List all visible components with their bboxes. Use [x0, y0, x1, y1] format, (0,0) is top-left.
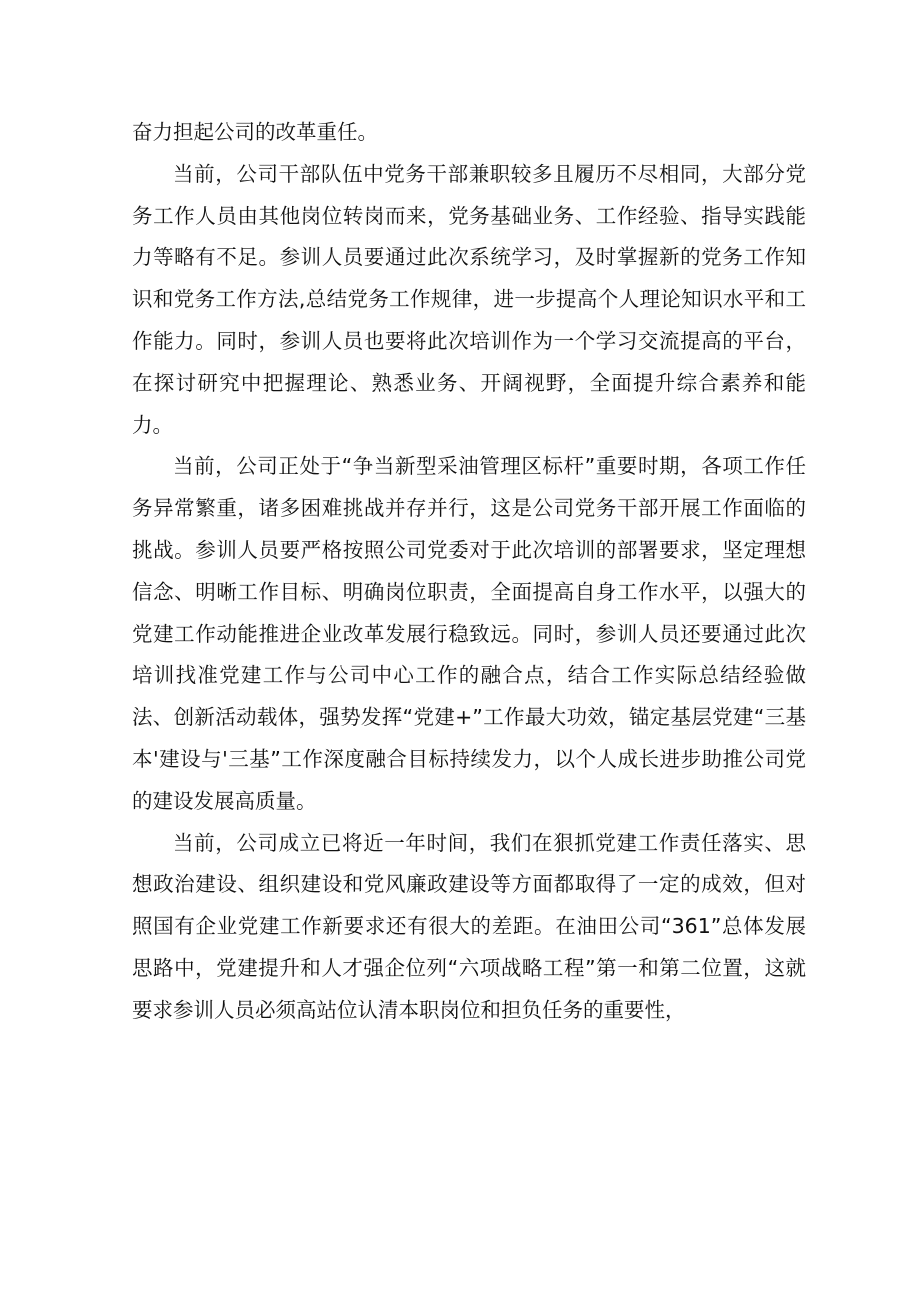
paragraph-company-one-year: 当前，公司成立已将近一年时间，我们在狠抓党建工作责任落实、思想政治建设、组织建设和党风廉政建设等方面都取得了一定的成效，但对照国有企业党建工作新要求还有很大的差距。在油田公司“361”总体发展思路中，党建提升和人才强企位列“六项战略工程”第一和第二位置，这就要求参训人员必须高站位认清本职岗位和担负任务的重要性，: [132, 830, 806, 1022]
paragraph-continuation: 奋力担起公司的改革重任。: [132, 120, 378, 144]
paragraph-cadre-training: 当前，公司干部队伍中党务干部兼职较多且履历不尽相同，大部分党务工作人员由其他岗位转岗而来，党务基础业务、工作经验、指导实践能力等略有不足。参训人员要通过此次系统学习，及时掌握新的党务工作知识和党务工作方法,总结党务工作规律，进一步提高个人理论知识水平和工作能力。同时，参训人员也要将此次培训作为一个学习交流提高的平台，在探讨研究中把握理论、熟悉业务、开阔视野，全面提升综合素养和能力。: [132, 161, 806, 437]
paragraph-benchmark-period: 当前，公司正处于“争当新型采油管理区标杆”重要时期，各项工作任务异常繁重，诸多困难挑战并存并行，这是公司党务干部开展工作面临的挑战。参训人员要严格按照公司党委对于此次培训的部署要求，坚定理想信念、明晰工作目标、明确岗位职责，全面提高自身工作水平，以强大的党建工作动能推进企业改革发展行稳致远。同时，参训人员还要通过此次培训找准党建工作与公司中心工作的融合点，结合工作实际总结经验做法、创新活动载体，强势发挥“党建+”工作最大功效，锚定基层党建“三基本'建设与'三基”工作深度融合目标持续发力，以个人成长进步助推公司党的建设发展高质量。: [132, 454, 806, 813]
document-body: [132, 112, 806, 1032]
